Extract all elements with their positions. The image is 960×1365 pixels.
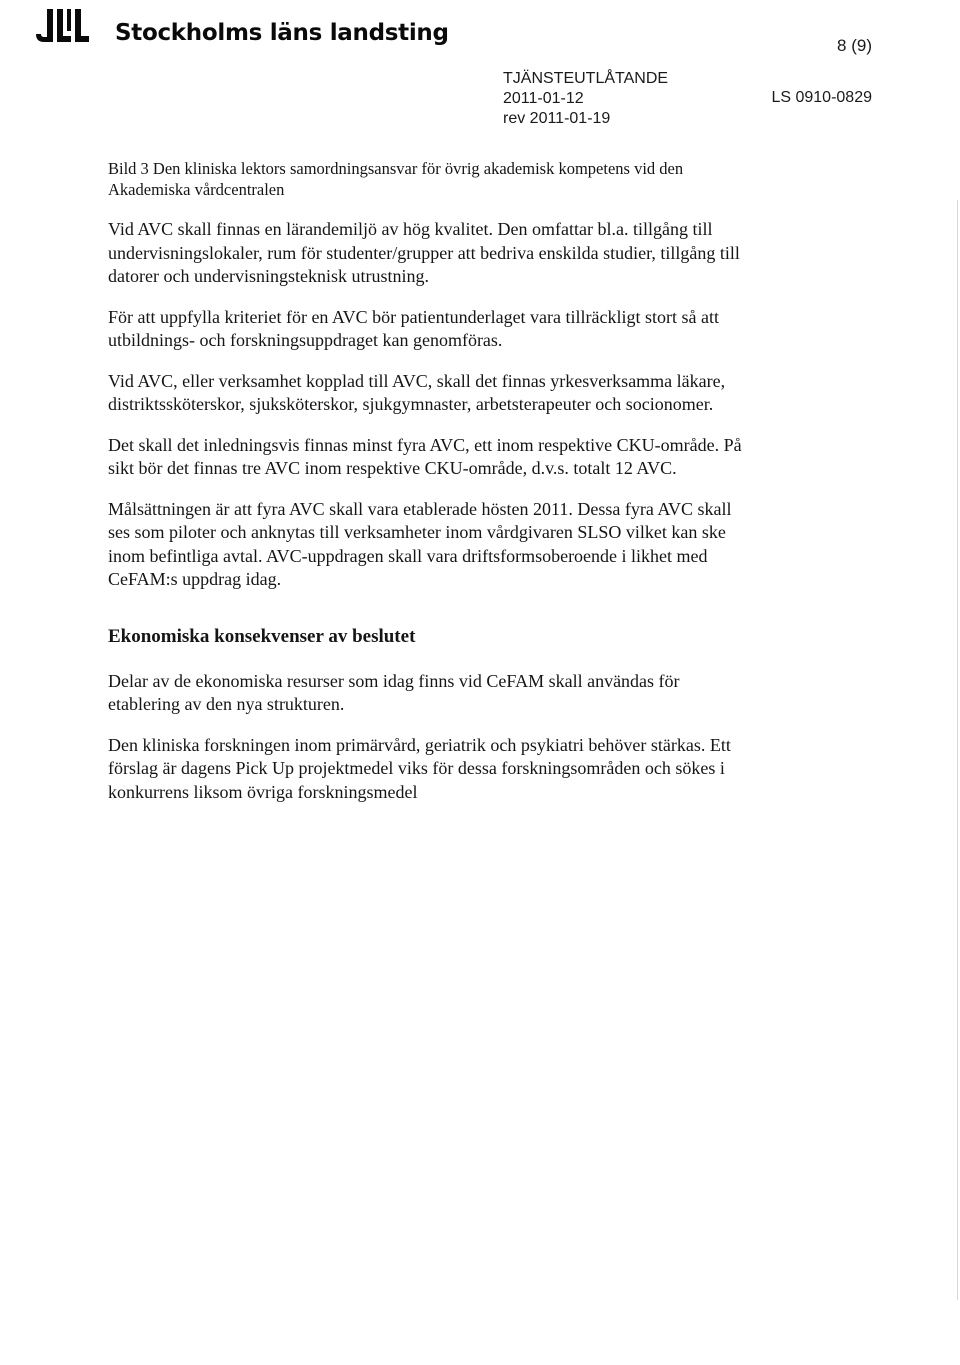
paragraph-learning-environment: Vid AVC skall finnas en lärandemiljö av hög kvalitet. Den omfattar bl.a. tillgång till undervisningslokaler, rum för studenter/grupper att bedriva enskilda studier, tillgång till datorer och undervisningsteknisk utrustning. [108, 219, 740, 286]
paragraph-avc-count: Det skall det inledningsvis finnas minst fyra AVC, ett inom respektive CKU-område. På sikt bör det finnas tre AVC inom respektive CKU-område, d.v.s. totalt 12 AVC. [108, 434, 742, 478]
sll-logo-icon [30, 6, 110, 46]
paragraph-staff: Vid AVC, eller verksamhet kopplad till AVC, skall det finnas yrkesverksamma läkare, distriktssköterskor, sjuksköterskor, sjukgymnaster, arbetsterapeuter och socionomer. [108, 370, 726, 414]
figure-caption: Bild 3 Den kliniska lektors samordningsansvar för övrig akademisk kompetens vid den Akademiska vårdcentralen [108, 159, 684, 199]
page-edge-divider [957, 200, 958, 1300]
page-number: 8 (9) [837, 36, 872, 55]
paragraph-resources: Delar av de ekonomiska resurser som idag finns vid CeFAM skall användas för etablering av den nya strukturen. [108, 670, 680, 714]
paragraph-patient-base: För att uppfylla kriteriet för en AVC bör patientunderlaget vara tillräckligt stort så att utbildnings- och forskningsuppdraget kan genomföras. [108, 306, 719, 350]
document-body [108, 158, 748, 821]
document-date: 2011-01-12 [503, 90, 584, 107]
document-type: TJÄNSTEUTLÅTANDE [503, 70, 669, 87]
paragraph-research: Den kliniska forskningen inom primärvård, geriatrik och psykiatri behöver stärkas. Ett förslag är dagens Pick Up projektmedel viks för dessa forskningsområden och sökes i konkurrens liksom övriga forskningsmedel [108, 734, 731, 802]
paragraph-goals: Målsättningen är att fyra AVC skall vara etablerade hösten 2011. Dessa fyra AVC skall ses som piloter och anknytas till verksamheter inom vårdgivaren SLSO vilket kan ske inom befintliga avtal. AVC-uppdragen skall vara driftsformsoberoende i likhet med CeFAM:s uppdrag idag. [108, 498, 732, 589]
document-meta [503, 69, 668, 129]
reference-number: LS 0910-0829 [771, 89, 872, 106]
organization-name: Stockholms läns landsting [115, 20, 449, 46]
document-revision: rev 2011-01-19 [503, 110, 611, 127]
section-heading: Ekonomiska konsekvenser av beslutet [108, 625, 416, 647]
